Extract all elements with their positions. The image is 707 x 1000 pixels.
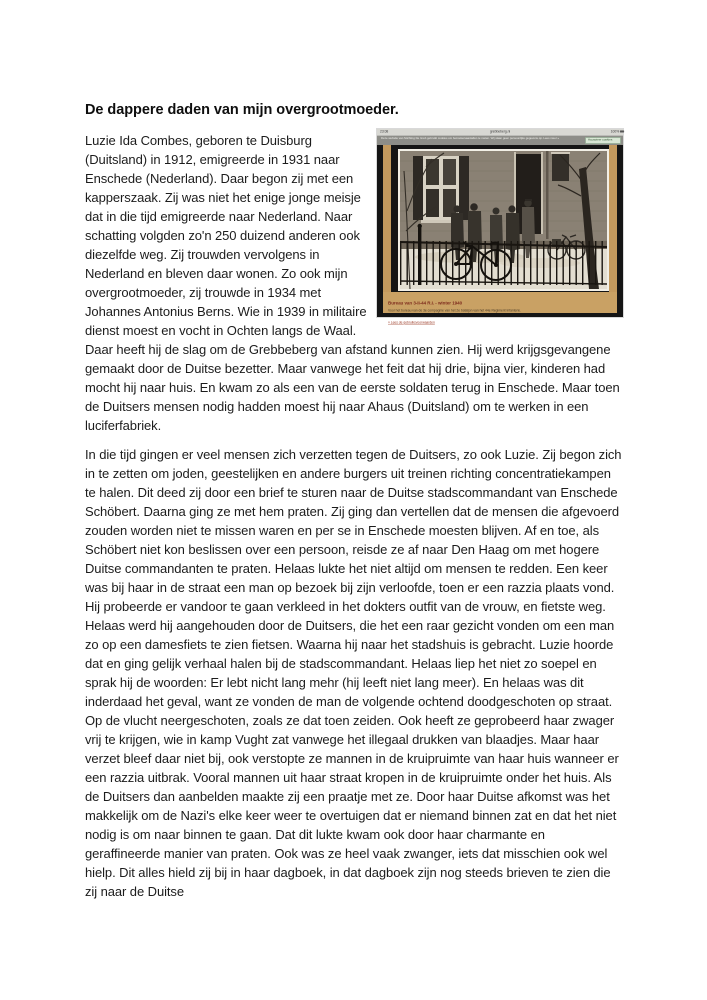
page-title: De dappere daden van mijn overgrootmoeder. <box>85 102 399 118</box>
battery-icon <box>620 131 624 133</box>
menubar-clock: 23:08 <box>380 129 389 134</box>
browser-url: grebbeberg.nl <box>489 129 511 134</box>
embedded-screenshot-image[interactable] <box>377 129 623 325</box>
paragraph-2-text: In die tijd gingen er veel mensen zich verzetten tegen de Duitsers, zo ook Luzie. Zij begon zich in te zetten om joden, geestelijken en andere burgers uit treinen richting concentratiekampen te halen. Dit deed zij door een brief te sturen naar de Duitse stadscommandant van Enschede Schöbert. Daarna ging ze met hem praten. Zij ging dan vertellen dat de mensen die afgevoerd zouden worden niet te missen waren en per se in Enschede moesten blijven. Af en toe, als Schöbert niet kon beslissen over een persoon, reisde ze af naar Den Haag om met hogere Duitse commandanten te praten. Helaas lukte het niet altijd om mensen te redden. Een keer was bij haar in de straat een man op bezoek bij zijn verloofde, toen er een razzia plaats vond. Hij probeerde er vandoor te gaan verkleed in het dokters outfit van de vrouw, en fietste weg. Helaas werd hij aangehouden door de Duitsers, die het een raar gezicht vonden om een man zo op een damesfiets te zien fietsen. Waarna hij naar het stadshuis is gebracht. Luzie hoorde dat en ging gelijk verhaal halen bij de stadscommandant. Helaas liep het niet zo soepel en sprak hij de woorden: Er lebt nicht lang mehr (hij leeft niet lang meer). En helaas was dit inderdaad het geval, want ze vonden de man de volgende ochtend doodgeschoten op straat. Op de vlucht neergeschoten, zoals ze dat toen zeiden. Ook heeft ze geprobeerd haar zwager vrij te krijgen, wie in kamp Vught zat vanwege het illegaal drukken van blaadjes. Maar haar verzet bleef daar niet bij, ook verstopte ze mannen in de kruipruimte van haar huis wanneer er een razzia uitbrak. Vooral mannen uit haar straat kropen in de kruipruimte onder het huis. Als de Duitsers dan aanbelden maakte zij een praatje met ze. Door haar Duitse afkomst was het makkelijk om de Nazi's elke keer weer te overtuigen dat er niemand binnen zat en dat het niet nodig is om naar binnen te gaan. Dat dit lukte kwam ook door haar charmante en geraffineerde manier van praten. Ook was ze heel vaak zwanger, iets dat misschien ook wel hielp. Dit alles hield zij bij in haar dagboek, in dat dagboek zijn nog steeds brieven te zien die zij naar de Duitse <box>85 447 622 899</box>
paragraph-2 <box>85 445 623 901</box>
page-edge-strip-left <box>383 145 391 313</box>
photo-caption-link: » Lees de gebruiksvoorwaarden <box>388 320 435 325</box>
webpage-content <box>377 145 623 325</box>
paragraph-1 <box>85 131 623 435</box>
photo-caption <box>383 292 617 325</box>
photo-caption-subtitle: Voor het bureau van de 3e compagnie van het 2e bataljon van het 44e Regiment Infanterie. <box>388 308 522 313</box>
cookie-message: Deze website van Stichting De Greb gebruikt cookies om bezoekersaantallen te meten. Wij slaan geen persoonlijke gegevens op. Lees meer » <box>381 136 560 140</box>
historical-photo <box>398 149 609 291</box>
cookie-banner <box>377 136 623 145</box>
historical-photo-svg <box>400 151 607 289</box>
accept-cookies-button: Accepteer cookies <box>585 137 621 144</box>
browser-menubar <box>377 129 623 136</box>
page-edge-strip-right <box>609 145 617 313</box>
paragraph-1-text: Luzie Ida Combes, geboren te Duisburg (Duitsland) in 1912, emigreerde in 1931 naar Enschede (Nederland). Daar begon zij met een kapperszaak. Zij was niet het enige jonge meisje dat in die tijd emigreerde naar Nederland. Naar schatting volgden zo'n 250 duizend anderen ook diezelfde weg. Zij trouwden vervolgens in Nederland en bleven daar wonen. Zo ook mijn overgrootmoeder, zij trouwde in 1934 met Johannes Antonius Berns. Wie in 1939 in militaire dienst moest en vocht in Ochten langs de Waal. Daar heeft hij de slag om de Grebbeberg van afstand kunnen zien. Hij werd krijgsgevangene gemaakt door de Duitse bezetter. Maar vanwege het feit dat hij drie, bijna vier, kinderen had mocht hij naar huis. En kwam zo als een van de eerste soldaten terug in Enschede. Maar toen de Duitsers mensen nodig hadden moest hij naar Ahaus (Duitsland) om te werken in een luciferfabriek. <box>85 133 620 433</box>
battery-status: 100% <box>610 130 624 133</box>
photo-caption-title: Bureau van 3-II-44 R.I. - winter 1940 <box>388 300 463 306</box>
